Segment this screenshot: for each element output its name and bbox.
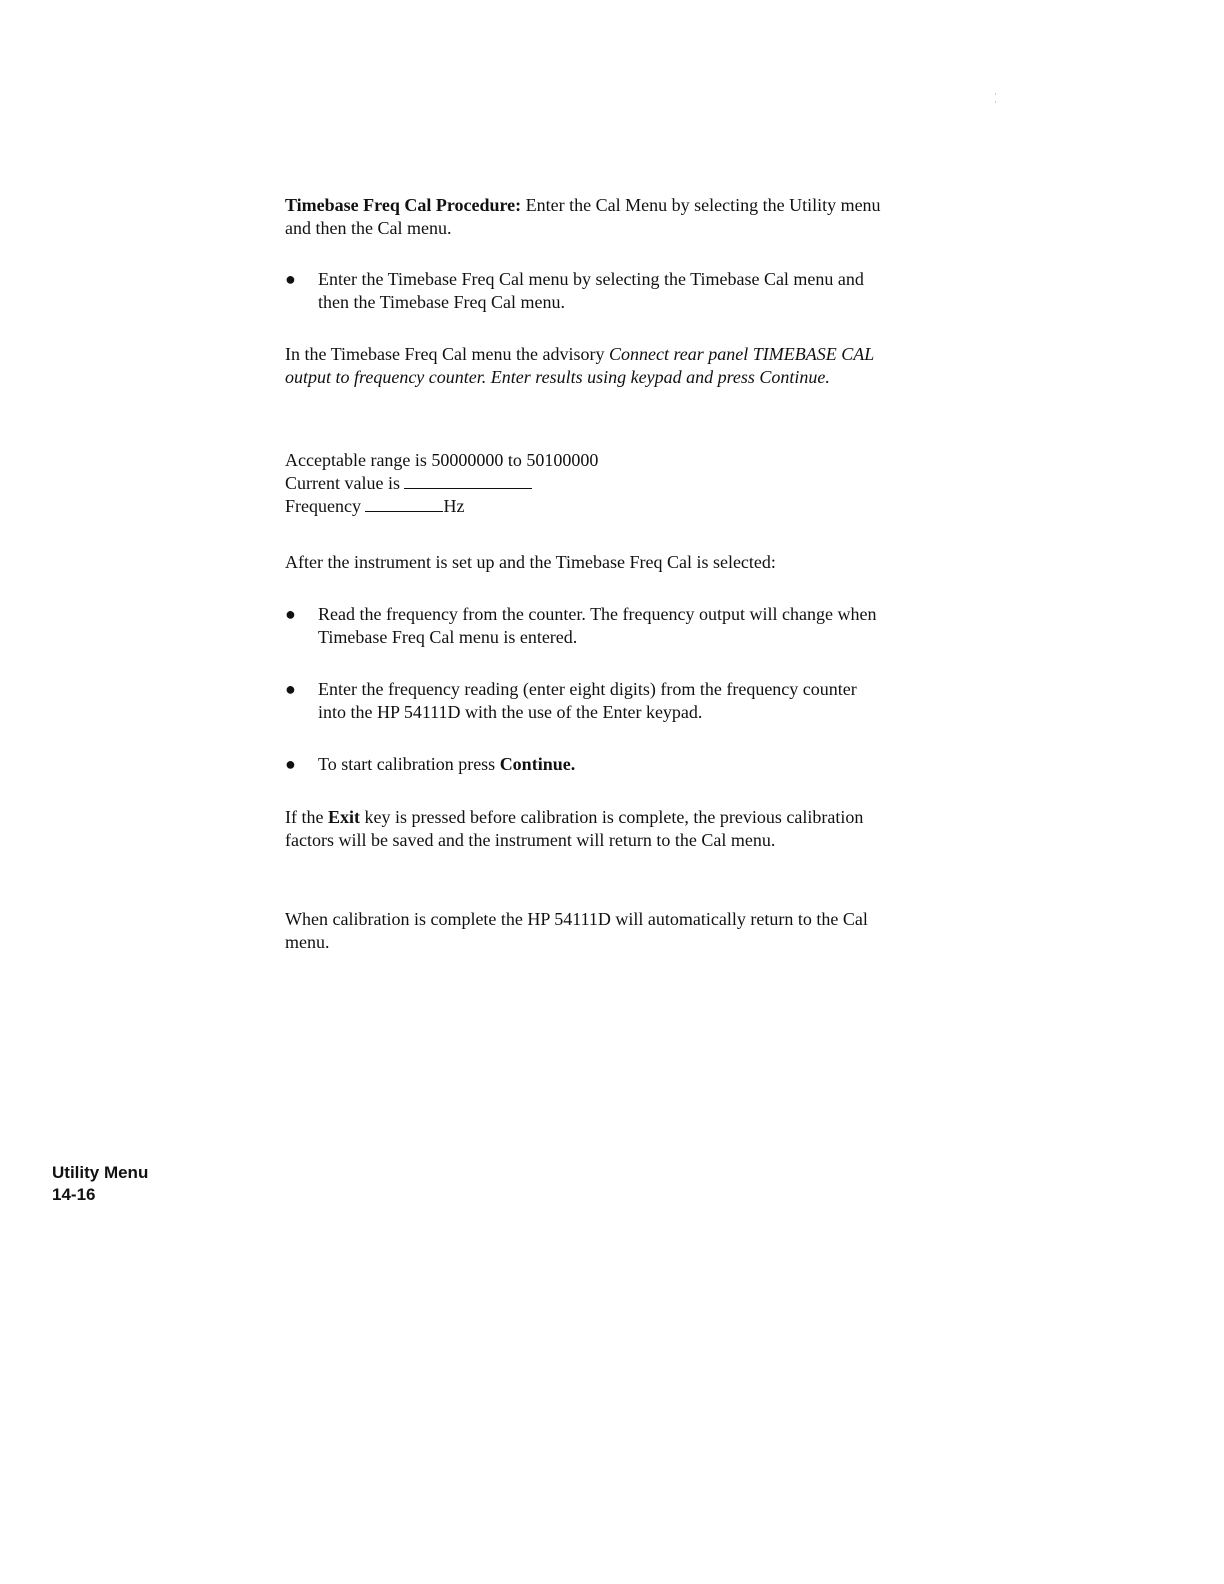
bullet-icon: ●	[285, 679, 296, 699]
footer-page-number: 14-16	[52, 1185, 96, 1204]
exit-rest: key is pressed before calibration is complete, the previous calibration factors will be saved and the instrument will return to the Cal menu.	[285, 807, 864, 850]
procedure-paragraph	[285, 194, 885, 240]
bullet-icon: ●	[285, 754, 296, 774]
bullet-text: Read the frequency from the counter. The frequency output will change when Timebase Freq Cal menu is entered.	[318, 604, 877, 647]
current-value-blank	[404, 473, 532, 489]
advisory-paragraph	[285, 343, 885, 389]
continue-key-label: Continue.	[499, 754, 576, 774]
page-footer	[52, 1162, 148, 1206]
exit-key-label: Exit	[327, 807, 360, 827]
bullet-text: Enter the Timebase Freq Cal menu by selecting the Timebase Cal menu and then the Timebase Freq Cal menu.	[318, 269, 864, 312]
bullet-text: Enter the frequency reading (enter eight digits) from the frequency counter into the HP 54111D with the use of the Enter keypad.	[318, 679, 857, 722]
frequency-line	[285, 495, 885, 518]
completion-paragraph: When calibration is complete the HP 54111D will automatically return to the Cal menu.	[285, 909, 868, 952]
exit-prefix: If the	[285, 807, 324, 827]
frequency-label: Frequency	[285, 496, 361, 516]
scan-artifact-mark: · ·	[994, 89, 997, 107]
frequency-blank	[365, 496, 443, 512]
start-prefix: To start calibration press	[318, 754, 496, 774]
bullet-icon: ●	[285, 604, 296, 624]
procedure-intro: Enter the Cal Menu by selecting the Utility menu and then the Cal menu.	[285, 195, 881, 238]
current-value-label: Current value is	[285, 473, 400, 493]
current-value-line	[285, 472, 885, 495]
procedure-heading: Timebase Freq Cal Procedure:	[285, 195, 522, 215]
after-setup-paragraph: After the instrument is set up and the Timebase Freq Cal is selected:	[285, 552, 776, 572]
advisory-italic: Connect rear panel TIMEBASE CAL output to frequency counter. Enter results using keypad and press Continue.	[285, 344, 874, 387]
bullet-icon: ●	[285, 269, 296, 289]
advisory-lead: In the Timebase Freq Cal menu the advisory	[285, 344, 605, 364]
range-block	[285, 449, 885, 518]
acceptable-range: Acceptable range is 50000000 to 50100000	[285, 450, 599, 470]
exit-note-paragraph	[285, 806, 885, 852]
bullet-text	[318, 753, 878, 776]
footer-section-title: Utility Menu	[52, 1163, 149, 1182]
frequency-unit: Hz	[443, 496, 465, 516]
